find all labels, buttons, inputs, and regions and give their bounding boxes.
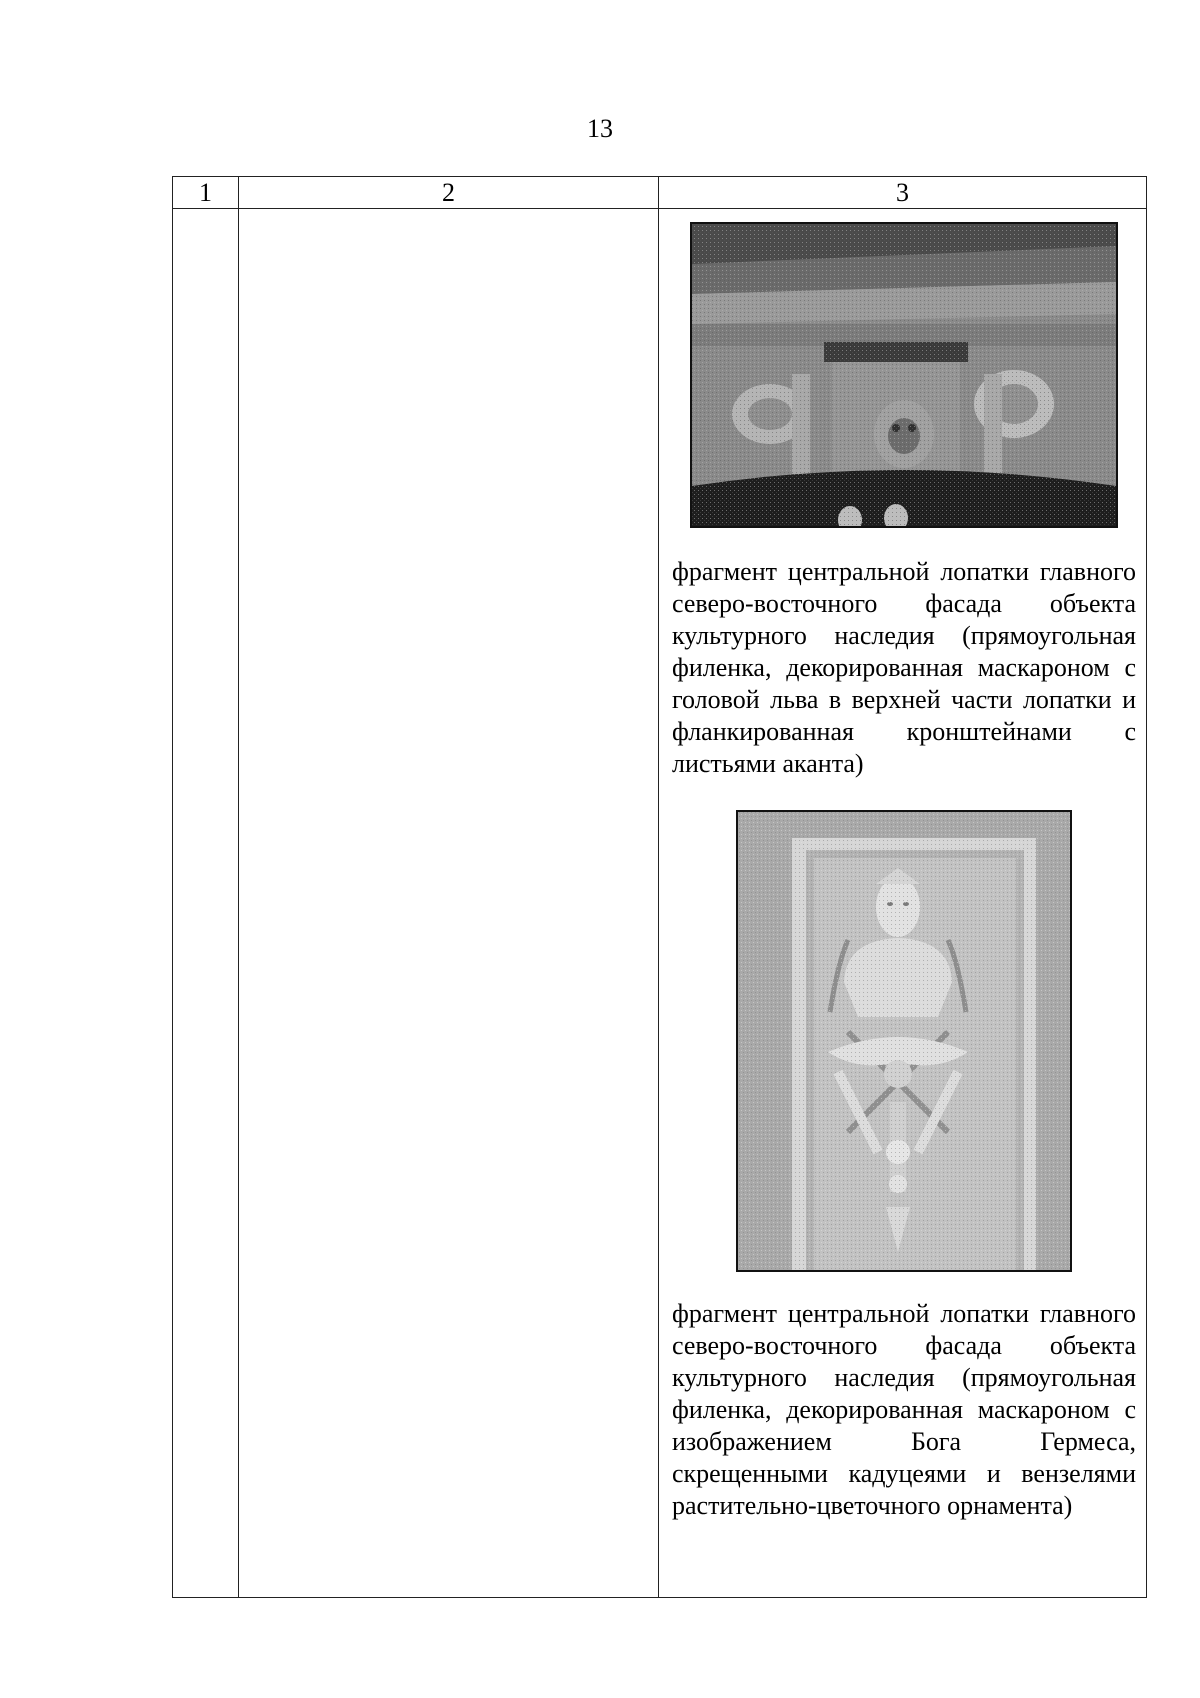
hermes-mascaron-photo	[736, 810, 1072, 1272]
figure-caption: фрагмент центральной лопатки главного северо-восточного фасада объекта культурного наследия (прямоугольная филенка, декорированная маскароном с головой льва в верхней части лопатки и фланкированная кронштейнами с листьями аканта)	[672, 557, 1136, 778]
page-number: 13	[587, 114, 613, 143]
cell-col-3	[659, 209, 1147, 1598]
table-row	[173, 209, 1147, 1598]
lion-mascaron-photo	[690, 222, 1118, 528]
header-col-2: 2	[239, 177, 659, 209]
heritage-table	[172, 176, 1147, 1598]
figure-caption: фрагмент центральной лопатки главного северо-восточного фасада объекта культурного наследия (прямоугольная филенка, декорированная маскароном с изображением Бога Гермеса, скрещенными кадуцеями и вензелями растительно-цветочного орнамента)	[672, 1299, 1136, 1520]
header-col-3: 3	[659, 177, 1147, 209]
table-header-row	[173, 177, 1147, 209]
cell-col-1	[173, 209, 239, 1598]
cell-col-2	[239, 209, 659, 1598]
header-col-1: 1	[173, 177, 239, 209]
